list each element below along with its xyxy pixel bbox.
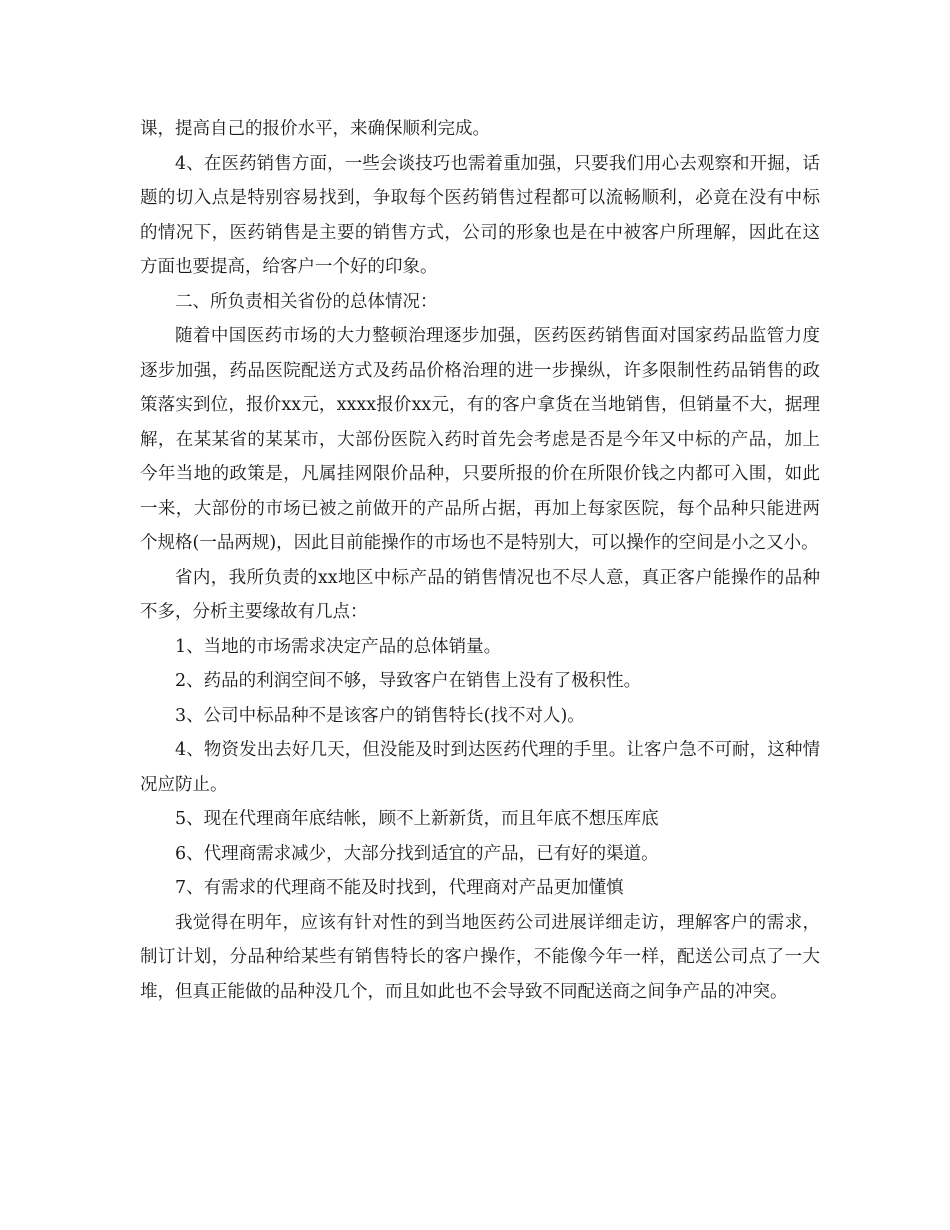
- document-body: [140, 112, 820, 1009]
- list-item-4: 4、物资发出去好几天，但没能及时到达医药代理的手里。让客户急不可耐，这种情况应防止。: [140, 740, 820, 795]
- list-item-2: 2、药品的利润空间不够，导致客户在销售上没有了极积性。: [175, 671, 642, 691]
- list-item-3: 3、公司中标品种不是该客户的销售特长(找不对人)。: [175, 705, 585, 726]
- list-item-6: 6、代理商需求减少，大部分找到适宜的产品，已有好的渠道。: [175, 843, 659, 864]
- paragraph-5: 省内，我所负责的xx地区中标产品的销售情况也不尽人意，真正客户能操作的品种不多，分析主要缘故有几点：: [140, 567, 820, 622]
- paragraph-1: 课，提高自己的报价水平，来确保顺利完成。: [140, 119, 490, 139]
- section-heading: 二、所负责相关省份的总体情况：: [175, 291, 438, 312]
- paragraph-4: 随着中国医药市场的大力整顿治理逐步加强，医药医药销售面对国家药品监管力度逐步加强，药品医院配送方式及药品价格治理的进一步操纵，许多限制性药品销售的政策落实到位，报价xx元，xxxx报价xx元，有的客户拿货在当地销售，但销量不大，据理解，在某某省的某某市，大部份医院入药时首先会考虑是否是今年又中标的产品，加上今年当地的政策是，凡属挂网限价品种，只要所报的价在所限价钱之内都可入围，如此一来，大部份的市场已被之前做开的产品所占据，再加上每家医院，每个品种只能进两个规格(一品两规)，因此目前能操作的市场也不是特别大，可以操作的空间是小之又小。: [140, 326, 820, 553]
- list-item-1: 1、当地的市场需求决定产品的总体销量。: [175, 636, 502, 657]
- paragraph-2: 4、在医药销售方面，一些会谈技巧也需着重加强，只要我们用心去观察和开掘，话题的切入点是特别容易找到，争取每个医药销售过程都可以流畅顺利，必竟在没有中标的情况下，医药销售是主要的销售方式，公司的形象也是在中被客户所理解，因此在这方面也要提高，给客户一个好的印象。: [140, 153, 820, 277]
- paragraph-final: 我觉得在明年，应该有针对性的到当地医药公司进展详细走访，理解客户的需求，制订计划，分品种给某些有销售特长的客户操作，不能像今年一样，配送公司点了一大堆，但真正能做的品种没几个，而且如此也不会导致不同配送商之间争产品的冲突。: [140, 912, 820, 1002]
- list-item-5: 5、现在代理商年底结帐，顾不上新新货，而且年底不想压库底: [175, 809, 659, 829]
- list-item-7: 7、有需求的代理商不能及时找到，代理商对产品更加懂慎: [175, 878, 624, 898]
